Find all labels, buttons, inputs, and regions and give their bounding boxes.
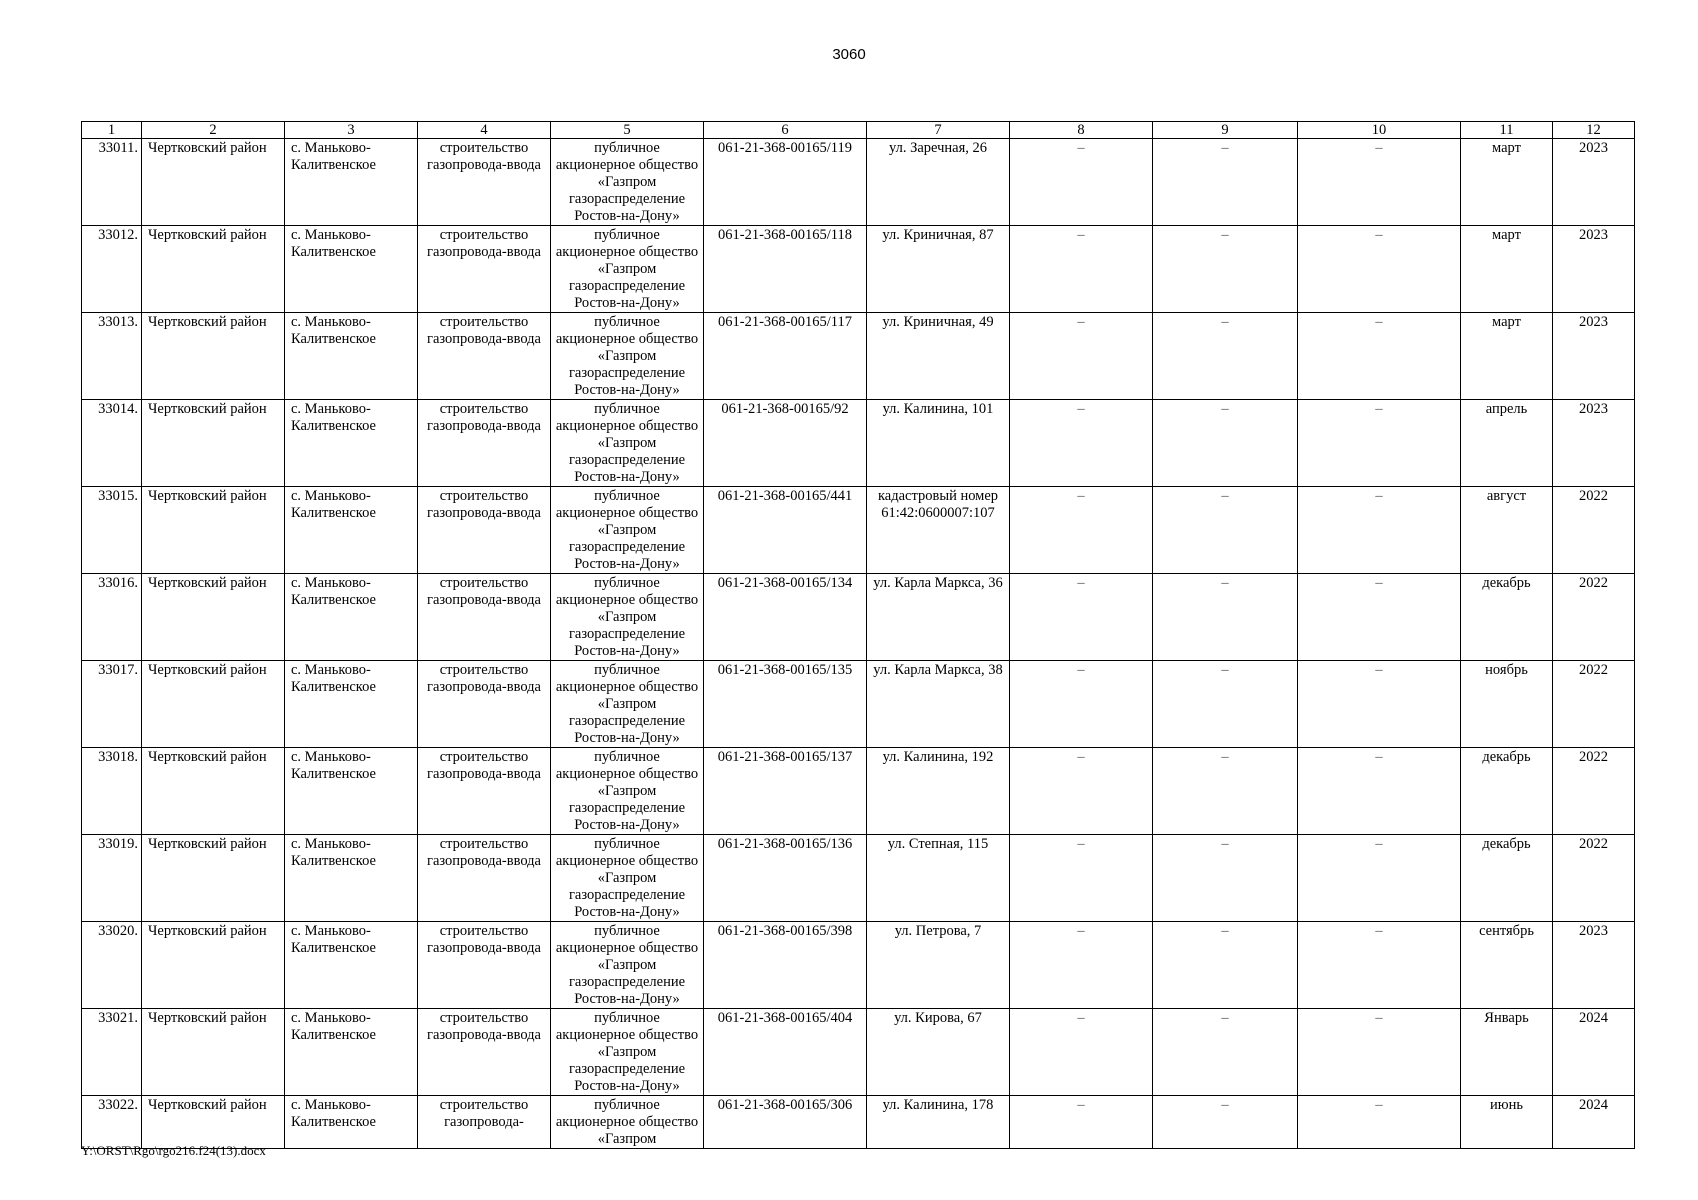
table-row [82,1009,1635,1096]
table-row [82,313,1635,400]
year-cell: 2022 [1553,661,1635,748]
column-10-cell: – [1298,661,1461,748]
month-cell: июнь [1461,1096,1553,1149]
table-body [82,139,1635,1149]
column-8-cell: – [1010,139,1153,226]
district-cell: Чертковский район [142,1096,285,1149]
column-9-cell: – [1153,139,1298,226]
column-10-cell: – [1298,1009,1461,1096]
work-type-cell: строительство газопровода-ввода [418,487,551,574]
address-cell: ул. Криничная, 87 [867,226,1010,313]
settlement-cell: с. Маньково-Калитвенское [285,226,418,313]
document-code-cell: 061-21-368-00165/117 [704,313,867,400]
column-number: 3 [285,122,418,139]
column-8-cell: – [1010,400,1153,487]
year-cell: 2023 [1553,922,1635,1009]
document-code-cell: 061-21-368-00165/118 [704,226,867,313]
row-number: 33013. [82,313,142,400]
column-number: 1 [82,122,142,139]
column-number: 9 [1153,122,1298,139]
district-cell: Чертковский район [142,574,285,661]
column-8-cell: – [1010,661,1153,748]
column-10-cell: – [1298,400,1461,487]
document-code-cell: 061-21-368-00165/306 [704,1096,867,1149]
month-cell: декабрь [1461,748,1553,835]
page-number: 3060 [832,46,866,63]
address-cell: ул. Калинина, 178 [867,1096,1010,1149]
row-number: 33016. [82,574,142,661]
row-number: 33014. [82,400,142,487]
column-9-cell: – [1153,313,1298,400]
column-10-cell: – [1298,226,1461,313]
settlement-cell: с. Маньково-Калитвенское [285,661,418,748]
column-8-cell: – [1010,226,1153,313]
column-8-cell: – [1010,1009,1153,1096]
month-cell: апрель [1461,400,1553,487]
column-number: 6 [704,122,867,139]
column-9-cell: – [1153,661,1298,748]
address-cell: ул. Карла Маркса, 36 [867,574,1010,661]
column-number: 5 [551,122,704,139]
year-cell: 2023 [1553,400,1635,487]
organization-cell: публичное акционерное общество «Газпром газораспределение Ростов-на-Дону» [551,139,704,226]
month-cell: март [1461,226,1553,313]
row-number: 33012. [82,226,142,313]
month-cell: декабрь [1461,574,1553,661]
year-cell: 2022 [1553,835,1635,922]
column-9-cell: – [1153,226,1298,313]
column-8-cell: – [1010,748,1153,835]
column-8-cell: – [1010,1096,1153,1149]
row-number: 33017. [82,661,142,748]
document-code-cell: 061-21-368-00165/137 [704,748,867,835]
year-cell: 2024 [1553,1009,1635,1096]
address-cell: ул. Петрова, 7 [867,922,1010,1009]
month-cell: март [1461,313,1553,400]
organization-cell: публичное акционерное общество «Газпром газораспределение Ростов-на-Дону» [551,574,704,661]
column-number: 10 [1298,122,1461,139]
document-code-cell: 061-21-368-00165/404 [704,1009,867,1096]
organization-cell: публичное акционерное общество «Газпром газораспределение Ростов-на-Дону» [551,1009,704,1096]
row-number: 33018. [82,748,142,835]
document-code-cell: 061-21-368-00165/441 [704,487,867,574]
organization-cell: публичное акционерное общество «Газпром газораспределение Ростов-на-Дону» [551,226,704,313]
document-code-cell: 061-21-368-00165/136 [704,835,867,922]
table-row [82,1096,1635,1149]
column-10-cell: – [1298,313,1461,400]
work-type-cell: строительство газопровода-ввода [418,661,551,748]
organization-cell: публичное акционерное общество «Газпром газораспределение Ростов-на-Дону» [551,835,704,922]
district-cell: Чертковский район [142,748,285,835]
organization-cell: публичное акционерное общество «Газпром [551,1096,704,1149]
table-row [82,922,1635,1009]
row-number: 33011. [82,139,142,226]
column-9-cell: – [1153,748,1298,835]
column-8-cell: – [1010,487,1153,574]
column-8-cell: – [1010,574,1153,661]
address-cell: ул. Карла Маркса, 38 [867,661,1010,748]
document-table [81,121,1635,1149]
column-10-cell: – [1298,922,1461,1009]
organization-cell: публичное акционерное общество «Газпром газораспределение Ростов-на-Дону» [551,748,704,835]
row-number: 33021. [82,1009,142,1096]
district-cell: Чертковский район [142,661,285,748]
organization-cell: публичное акционерное общество «Газпром газораспределение Ростов-на-Дону» [551,487,704,574]
year-cell: 2023 [1553,313,1635,400]
year-cell: 2024 [1553,1096,1635,1149]
table-row [82,835,1635,922]
month-cell: март [1461,139,1553,226]
year-cell: 2022 [1553,574,1635,661]
work-type-cell: строительство газопровода-ввода [418,748,551,835]
year-cell: 2022 [1553,748,1635,835]
organization-cell: публичное акционерное общество «Газпром газораспределение Ростов-на-Дону» [551,400,704,487]
document-code-cell: 061-21-368-00165/119 [704,139,867,226]
table-row [82,400,1635,487]
document-code-cell: 061-21-368-00165/92 [704,400,867,487]
work-type-cell: строительство газопровода-ввода [418,400,551,487]
address-cell: ул. Калинина, 101 [867,400,1010,487]
row-number: 33020. [82,922,142,1009]
settlement-cell: с. Маньково-Калитвенское [285,835,418,922]
address-cell: ул. Калинина, 192 [867,748,1010,835]
work-type-cell: строительство газопровода-ввода [418,226,551,313]
table-row [82,487,1635,574]
column-9-cell: – [1153,922,1298,1009]
district-cell: Чертковский район [142,922,285,1009]
column-10-cell: – [1298,487,1461,574]
column-9-cell: – [1153,400,1298,487]
organization-cell: публичное акционерное общество «Газпром газораспределение Ростов-на-Дону» [551,922,704,1009]
table-row [82,139,1635,226]
month-cell: декабрь [1461,835,1553,922]
year-cell: 2022 [1553,487,1635,574]
settlement-cell: с. Маньково-Калитвенское [285,139,418,226]
year-cell: 2023 [1553,226,1635,313]
row-number: 33022. [82,1096,142,1149]
column-9-cell: – [1153,1096,1298,1149]
settlement-cell: с. Маньково-Калитвенское [285,1096,418,1149]
address-cell: ул. Криничная, 49 [867,313,1010,400]
column-9-cell: – [1153,487,1298,574]
district-cell: Чертковский район [142,313,285,400]
settlement-cell: с. Маньково-Калитвенское [285,574,418,661]
district-cell: Чертковский район [142,139,285,226]
column-9-cell: – [1153,574,1298,661]
organization-cell: публичное акционерное общество «Газпром газораспределение Ростов-на-Дону» [551,661,704,748]
column-9-cell: – [1153,1009,1298,1096]
column-number: 12 [1553,122,1635,139]
address-cell: ул. Степная, 115 [867,835,1010,922]
organization-cell: публичное акционерное общество «Газпром газораспределение Ростов-на-Дону» [551,313,704,400]
table-row [82,748,1635,835]
column-number: 11 [1461,122,1553,139]
work-type-cell: строительство газопровода-ввода [418,922,551,1009]
settlement-cell: с. Маньково-Калитвенское [285,400,418,487]
settlement-cell: с. Маньково-Калитвенское [285,1009,418,1096]
settlement-cell: с. Маньково-Калитвенское [285,922,418,1009]
column-number: 7 [867,122,1010,139]
district-cell: Чертковский район [142,835,285,922]
column-10-cell: – [1298,748,1461,835]
column-number: 4 [418,122,551,139]
settlement-cell: с. Маньково-Калитвенское [285,748,418,835]
column-number: 2 [142,122,285,139]
document-code-cell: 061-21-368-00165/134 [704,574,867,661]
work-type-cell: строительство газопровода-ввода [418,313,551,400]
column-10-cell: – [1298,139,1461,226]
column-8-cell: – [1010,835,1153,922]
row-number: 33015. [82,487,142,574]
table-row [82,574,1635,661]
document-code-cell: 061-21-368-00165/135 [704,661,867,748]
work-type-cell: строительство газопровода-ввода [418,574,551,661]
month-cell: сентябрь [1461,922,1553,1009]
settlement-cell: с. Маньково-Калитвенское [285,487,418,574]
month-cell: ноябрь [1461,661,1553,748]
district-cell: Чертковский район [142,226,285,313]
district-cell: Чертковский район [142,1009,285,1096]
footer-file-path: Y:\ORST\Rgo\rgo216.f24(13).docx [81,1143,266,1158]
column-8-cell: – [1010,922,1153,1009]
address-cell: ул. Кирова, 67 [867,1009,1010,1096]
district-cell: Чертковский район [142,400,285,487]
district-cell: Чертковский район [142,487,285,574]
table-row [82,226,1635,313]
column-10-cell: – [1298,574,1461,661]
work-type-cell: строительство газопровода-ввода [418,835,551,922]
settlement-cell: с. Маньково-Калитвенское [285,313,418,400]
column-8-cell: – [1010,313,1153,400]
row-number: 33019. [82,835,142,922]
column-number: 8 [1010,122,1153,139]
month-cell: Январь [1461,1009,1553,1096]
work-type-cell: строительство газопровода-ввода [418,139,551,226]
column-9-cell: – [1153,835,1298,922]
month-cell: август [1461,487,1553,574]
table-row [82,661,1635,748]
address-cell: ул. Заречная, 26 [867,139,1010,226]
column-number-row [82,122,1635,139]
year-cell: 2023 [1553,139,1635,226]
address-cell: кадастровый номер 61:42:0600007:107 [867,487,1010,574]
work-type-cell: строительство газопровода- [418,1096,551,1149]
column-10-cell: – [1298,835,1461,922]
work-type-cell: строительство газопровода-ввода [418,1009,551,1096]
document-code-cell: 061-21-368-00165/398 [704,922,867,1009]
column-10-cell: – [1298,1096,1461,1149]
